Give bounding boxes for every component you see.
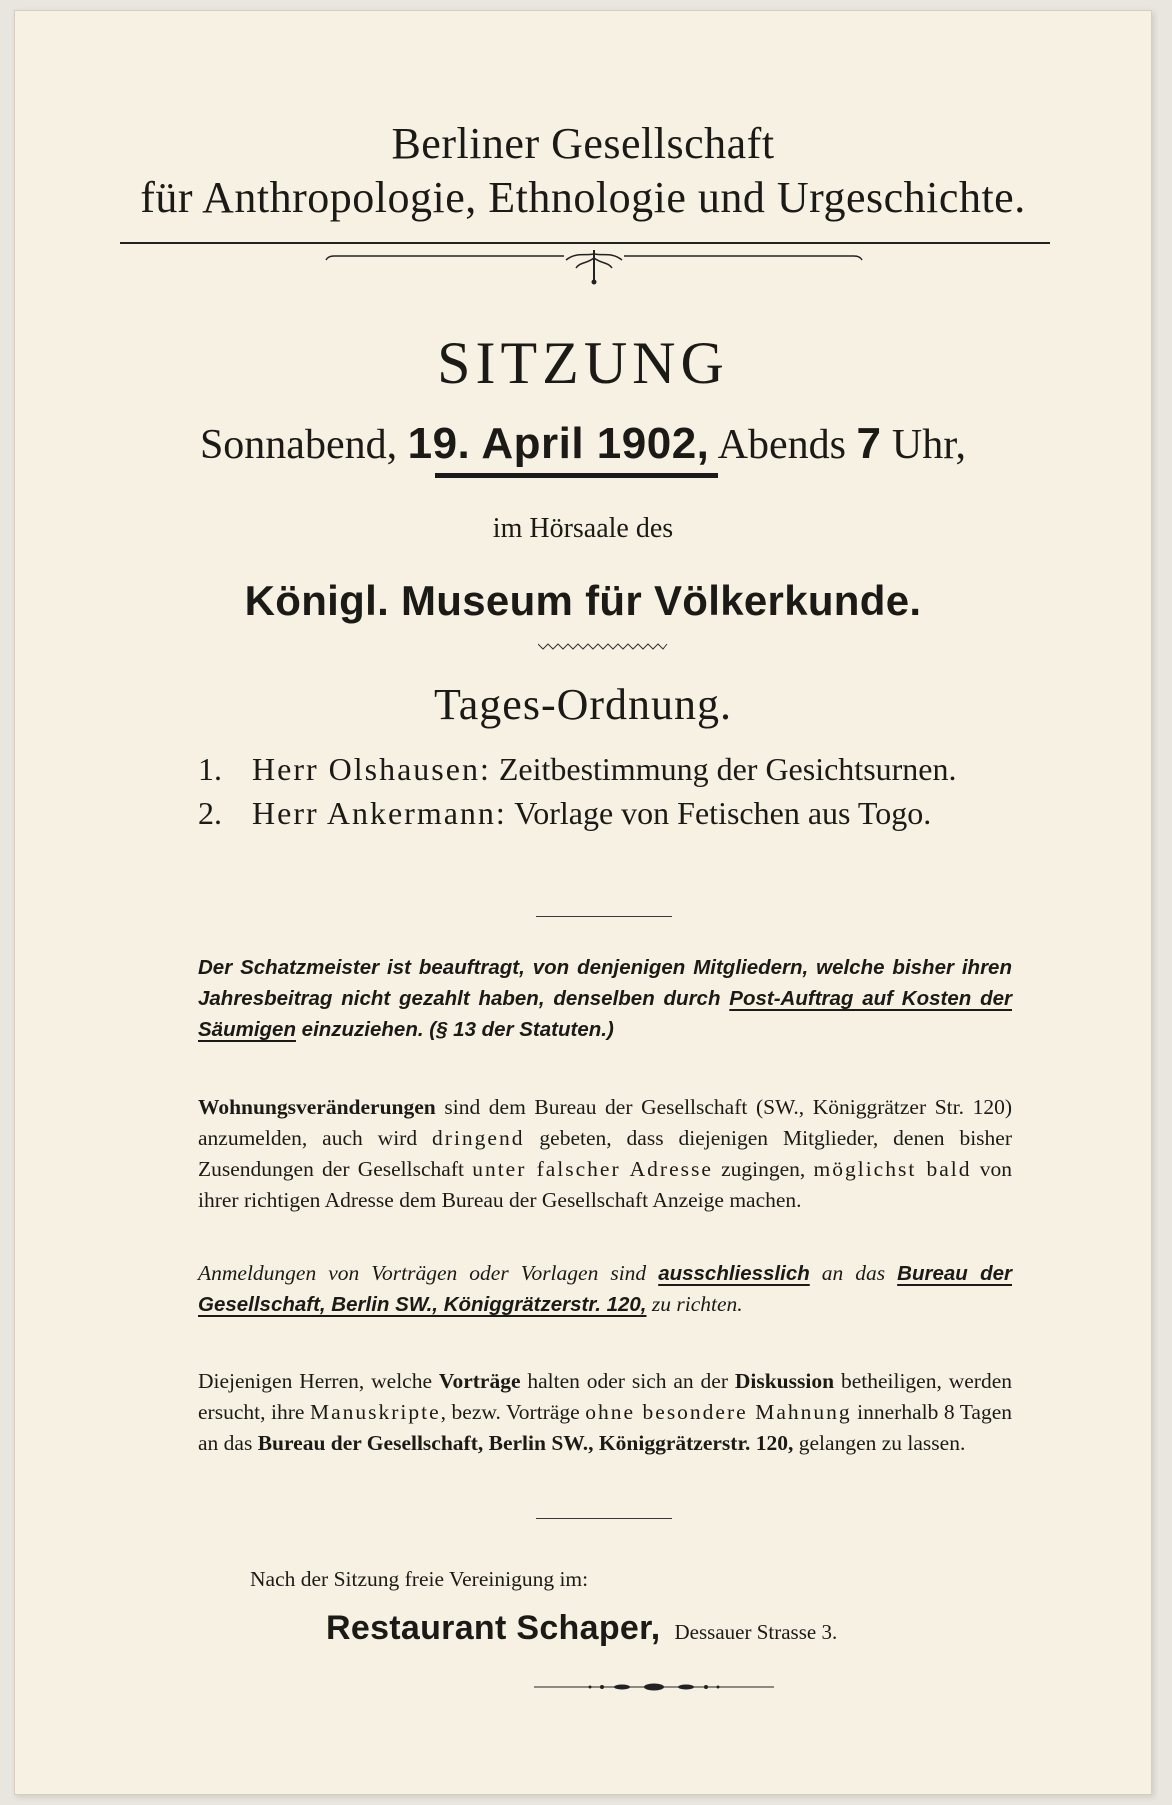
lecture-notice-address: Bureau der Gesellschaft, Berlin SW., Königgrätzerstr. 120, (198, 1262, 1012, 1316)
treasurer-notice-text-end: einzuziehen. (§ 13 der Statuten.) (295, 1018, 614, 1041)
restaurant-line (326, 1606, 837, 1657)
lecture-notice-text: an das (809, 1261, 898, 1285)
flourish-ornament (314, 246, 874, 286)
bottom-ornament (534, 1680, 774, 1694)
meeting-date: 19. April 1902, (407, 419, 710, 468)
wave-divider (538, 640, 672, 652)
agenda-item-number: 1. (198, 751, 222, 787)
agenda-item-speaker: Herr Olshausen: (252, 751, 491, 787)
manuscript-notice-bold: Vorträge (438, 1369, 521, 1393)
manuscript-notice-text-end: gelangen zu lassen. (793, 1431, 966, 1455)
address-notice-lead: Wohnungsveränderungen (198, 1095, 436, 1119)
restaurant-name: Restaurant Schaper, (326, 1609, 661, 1647)
venue-prefix: im Hörsaale des (492, 513, 674, 544)
manuscript-notice-text: halten oder sich an der (520, 1369, 735, 1393)
hour-unit: Uhr, (891, 422, 967, 468)
lecture-notice-text-end: zu richten. (646, 1292, 743, 1316)
document-page (14, 10, 1152, 1795)
section-rule (536, 1518, 672, 1519)
manuscript-notice-text: , bezw. Vorträge (440, 1400, 586, 1424)
lecture-registration-notice (198, 1258, 1012, 1320)
society-name-line2: für Anthropologie, Ethnologie und Urgeschichte. (140, 173, 1026, 222)
manuscript-notice-bold: Diskussion (734, 1369, 835, 1393)
section-rule (536, 916, 672, 917)
lecture-notice-emphasis: ausschliesslich (658, 1262, 810, 1285)
manuscript-notice (198, 1366, 1012, 1459)
treasurer-notice-text: Der Schatzmeister ist beauftragt, von denjenigen Mitgliedern, welche bisher ihren Jahresbeitrag nicht gezahlt haben, denselben durch (198, 956, 1012, 1010)
venue-name: Königl. Museum für Völkerkunde. (244, 577, 922, 624)
address-notice-text: gebeten, dass diejenigen Mitglieder, denen bisher Zusendungen der Gesellschaft (198, 1126, 1012, 1181)
treasurer-notice (198, 952, 1012, 1045)
manuscript-notice-spaced: Manuskripte (309, 1400, 441, 1424)
manuscript-notice-spaced: ohne besondere Mahnung (585, 1400, 852, 1424)
treasurer-notice-emphasis: Post-Auftrag auf Kosten der Säumigen (198, 987, 1012, 1041)
address-notice-text: sind dem Bureau der Gesellschaft (SW., Königgrätzer Str. 120) anzumelden, auch wird (198, 1095, 1012, 1150)
address-notice-text: zugingen, (712, 1157, 814, 1181)
meeting-hour: 7 (856, 419, 882, 468)
after-meeting-line: Nach der Sitzung freie Vereinigung im: (250, 1567, 589, 1591)
manuscript-notice-text: innerhalb 8 Tagen an das (198, 1400, 1012, 1455)
page-title: SITZUNG (437, 330, 729, 396)
evening-label: Abends (717, 422, 846, 468)
weekday: Sonnabend, (199, 422, 398, 468)
manuscript-notice-text: Diejenigen Herren, welche (198, 1369, 439, 1393)
agenda-item-speaker: Herr Ankermann: (252, 795, 507, 831)
address-change-notice (198, 1092, 1012, 1216)
restaurant-address: Dessauer Strasse 3. (674, 1620, 838, 1644)
agenda-list (198, 748, 1018, 836)
manuscript-notice-text: betheiligen, werden ersucht, ihre (198, 1369, 1012, 1424)
agenda-item (198, 792, 1018, 834)
manuscript-notice-address: Bureau der Gesellschaft, Berlin SW., Königgrätzerstr. 120, (257, 1431, 794, 1455)
agenda-heading: Tages-Ordnung. (433, 680, 733, 729)
agenda-item-number: 2. (198, 795, 222, 831)
date-underline (435, 473, 718, 478)
address-notice-spaced: unter falscher Adresse (472, 1157, 713, 1181)
address-notice-spaced: dringend (432, 1126, 525, 1150)
agenda-item-topic: Vorlage von Fetischen aus Togo. (514, 795, 932, 831)
agenda-item (198, 748, 1018, 790)
society-name-line1: Berliner Gesellschaft (391, 119, 775, 168)
address-notice-spaced: möglichst bald (813, 1157, 972, 1181)
lecture-notice-text: Anmeldungen von Vorträgen oder Vorlagen sind (198, 1261, 659, 1285)
address-notice-text: von ihrer richtigen Adresse dem Bureau der Gesellschaft Anzeige machen. (198, 1157, 1012, 1212)
agenda-item-topic: Zeitbestimmung der Gesichtsurnen. (498, 751, 957, 787)
header-rule (120, 242, 1050, 244)
date-line (14, 418, 1152, 471)
